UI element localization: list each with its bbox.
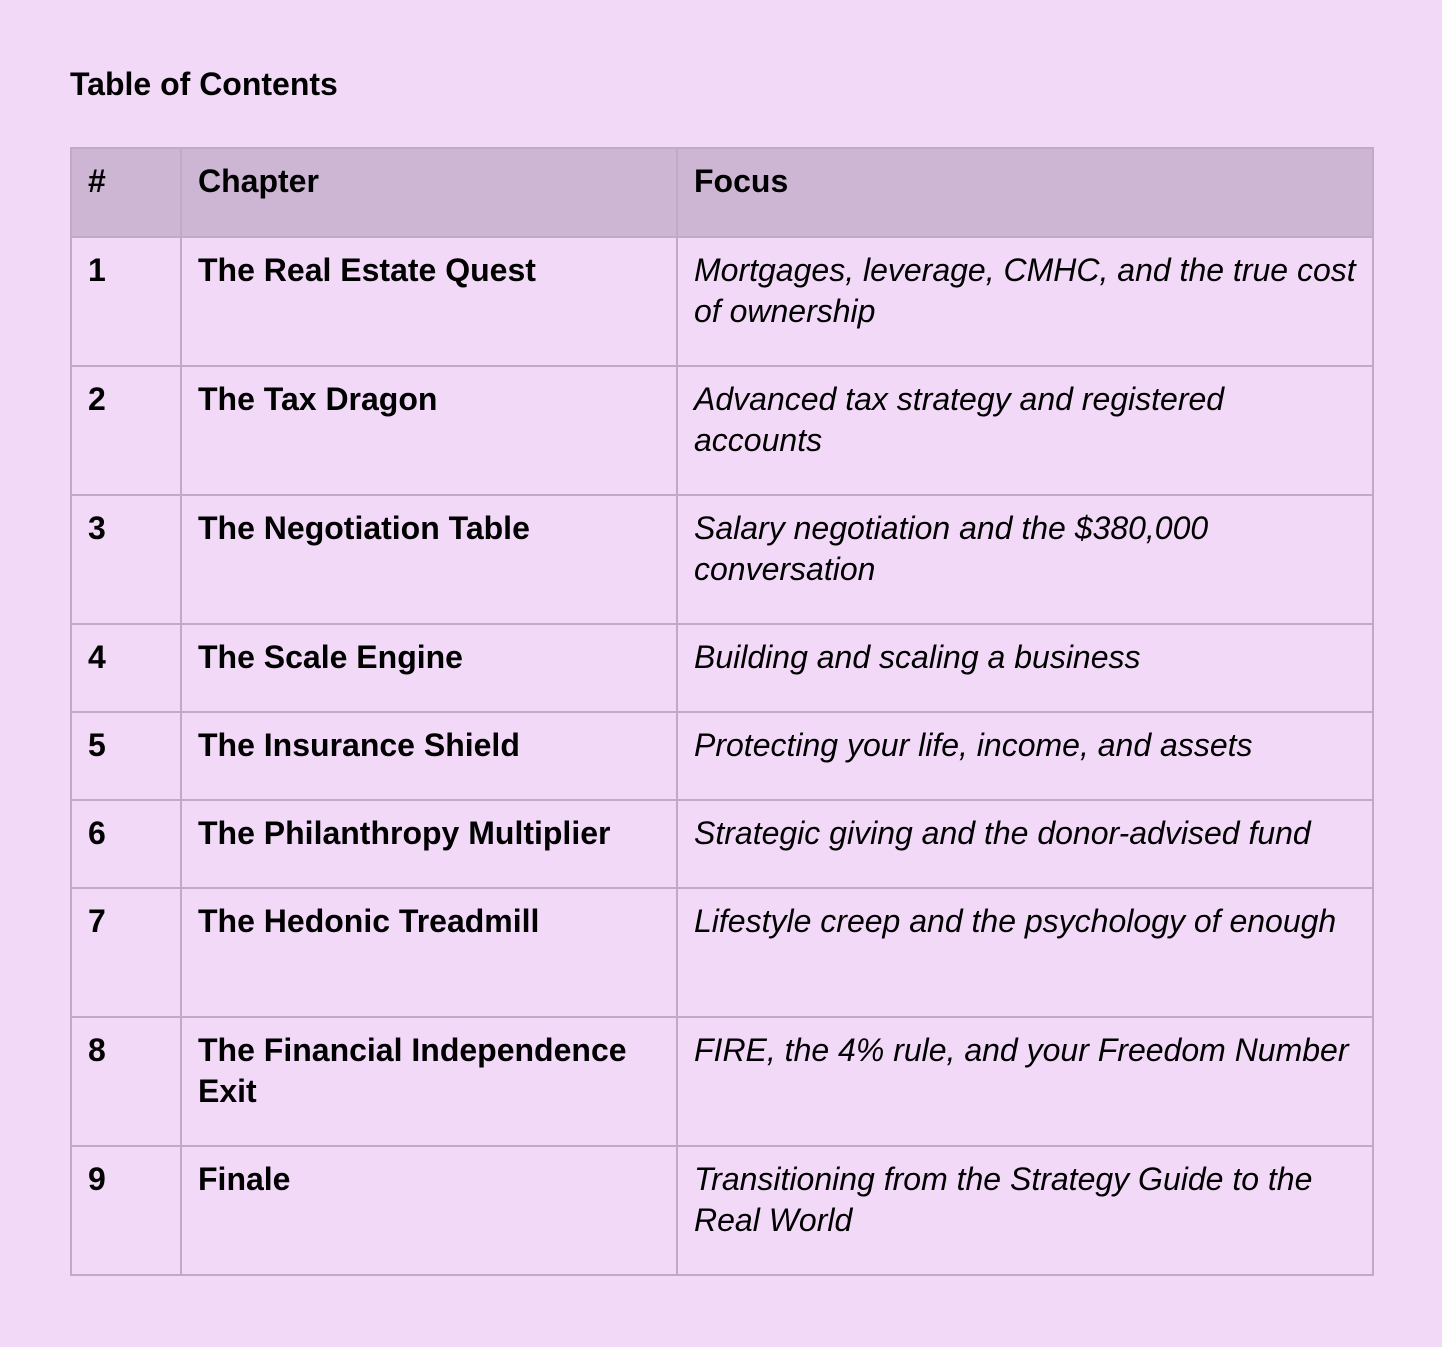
chapter-focus: Strategic giving and the donor-advised fund (677, 800, 1373, 888)
table-row (71, 1017, 1373, 1146)
chapter-number: 5 (71, 712, 181, 800)
table-row (71, 888, 1373, 1017)
table-row (71, 712, 1373, 800)
header-number: # (71, 148, 181, 237)
table-row (71, 800, 1373, 888)
table-row (71, 624, 1373, 712)
table-row (71, 1146, 1373, 1275)
chapter-focus: Lifestyle creep and the psychology of enough (677, 888, 1373, 1017)
header-chapter: Chapter (181, 148, 677, 237)
chapter-title: Finale (181, 1146, 677, 1275)
chapter-focus: Building and scaling a business (677, 624, 1373, 712)
chapter-number: 1 (71, 237, 181, 366)
chapter-title: The Tax Dragon (181, 366, 677, 495)
table-header-row (71, 148, 1373, 237)
chapter-focus: Mortgages, leverage, CMHC, and the true cost of ownership (677, 237, 1373, 366)
chapter-title: The Real Estate Quest (181, 237, 677, 366)
table-row (71, 495, 1373, 624)
chapter-number: 6 (71, 800, 181, 888)
chapter-number: 4 (71, 624, 181, 712)
chapter-title: The Insurance Shield (181, 712, 677, 800)
chapter-title: The Negotiation Table (181, 495, 677, 624)
chapter-number: 9 (71, 1146, 181, 1275)
chapter-number: 3 (71, 495, 181, 624)
chapter-number: 7 (71, 888, 181, 1017)
chapter-focus: Advanced tax strategy and registered accounts (677, 366, 1373, 495)
chapter-title: The Hedonic Treadmill (181, 888, 677, 1017)
table-row (71, 237, 1373, 366)
chapter-title: The Scale Engine (181, 624, 677, 712)
chapter-number: 2 (71, 366, 181, 495)
chapter-focus: Transitioning from the Strategy Guide to the Real World (677, 1146, 1373, 1275)
chapter-focus: Salary negotiation and the $380,000 conversation (677, 495, 1373, 624)
chapter-title: The Philanthropy Multiplier (181, 800, 677, 888)
chapter-number: 8 (71, 1017, 181, 1146)
chapter-focus: FIRE, the 4% rule, and your Freedom Number (677, 1017, 1373, 1146)
document-page (70, 62, 1372, 1238)
chapter-title: The Financial Independence Exit (181, 1017, 677, 1146)
table-row (71, 366, 1373, 495)
header-focus: Focus (677, 148, 1373, 237)
chapter-focus: Protecting your life, income, and assets (677, 712, 1373, 800)
contents-table (70, 147, 1374, 1276)
page-title: Table of Contents (70, 66, 338, 102)
